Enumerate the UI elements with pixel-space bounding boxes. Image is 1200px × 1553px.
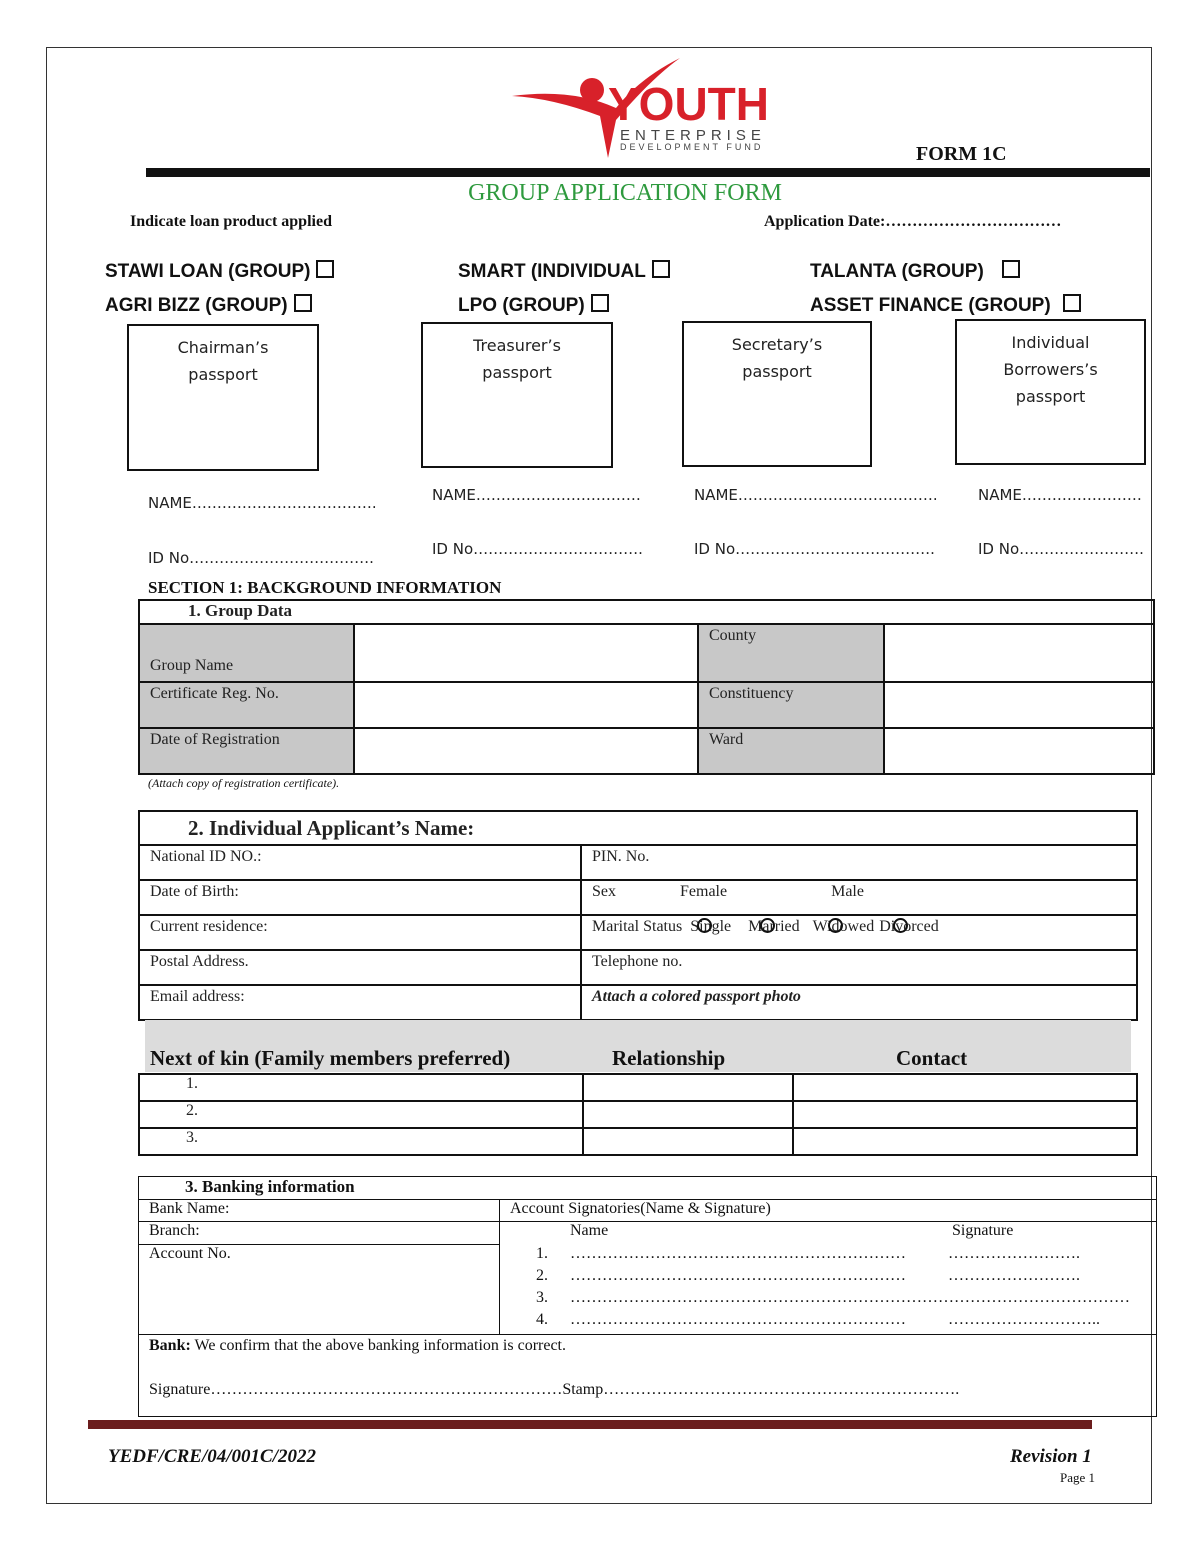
branch-label[interactable]: Branch: [139,1222,499,1245]
relationship-header: Relationship [612,1046,726,1070]
signatory-row-2-num: 2. [536,1267,548,1284]
secretary-id-field[interactable]: ID No…………………………………. [694,540,935,558]
loan-product-prompt: Indicate loan product applied [130,213,332,230]
secretary-passport-label: Secretary’s passport [731,335,823,381]
logo-sub-text-2: DEVELOPMENT FUND [620,142,764,152]
product-asset[interactable] [810,294,1081,317]
checkbox-agri[interactable] [294,294,312,312]
treasurer-passport-box[interactable] [421,322,613,468]
revision-label: Revision 1 [1010,1446,1092,1467]
kin-header: Next of kin (Family members preferred) [150,1046,511,1070]
date-reg-label: Date of Registration [139,728,354,774]
product-stawi[interactable] [105,260,334,283]
constituency-input[interactable] [884,682,1154,728]
signatory-signature-header: Signature [952,1222,1014,1239]
kin-row-3-contact[interactable] [793,1128,1137,1155]
page-number: Page 1 [1060,1470,1096,1485]
marital-divorced-option[interactable] [879,918,939,935]
marital-widowed-label: Widowed [812,918,875,935]
group-name-label: Group Name [139,624,354,682]
marital-married-radio[interactable] [760,918,775,933]
product-lpo-label: LPO (GROUP) [458,295,585,316]
residence-label[interactable]: Current residence: [139,915,581,950]
product-asset-label: ASSET FINANCE (GROUP) [810,295,1051,316]
date-reg-input[interactable] [354,728,698,774]
checkbox-lpo[interactable] [591,294,609,312]
kin-row-1-relationship[interactable] [583,1074,793,1101]
group-data-table [138,599,1155,775]
bank-confirmation-cell [139,1335,1157,1417]
account-no-label[interactable]: Account No. [149,1245,231,1262]
form-code: FORM 1C [916,143,1007,165]
marital-divorced-label: Divorced [879,918,939,935]
product-smart[interactable] [458,260,670,283]
bank-label: Bank: [149,1337,191,1354]
footer-rule [88,1420,1092,1429]
product-smart-label: SMART (INDIVIDUAL [458,261,646,282]
checkbox-talanta[interactable] [1002,260,1020,278]
signature-stamp-line[interactable]: Signature…………………………………………………………Stamp…………………………………………………………. [149,1381,960,1398]
marital-divorced-radio[interactable] [893,918,908,933]
chairman-passport-label: Chairman’s passport [177,338,269,384]
kin-row-3-relationship[interactable] [583,1128,793,1155]
group-data-title: 1. Group Data [139,600,1154,624]
individual-passport-label: Individual Borrowers’s passport [1003,333,1098,406]
passport-photo-note: Attach a colored passport photo [581,985,1137,1020]
marital-married-option[interactable] [748,918,800,935]
checkbox-smart[interactable] [652,260,670,278]
signatory-row-2-name[interactable]: ……………………………………………………… [570,1267,906,1284]
signatory-row-2-signature[interactable]: ……………………. [948,1267,1080,1284]
county-label: County [698,624,884,682]
individual-id-field[interactable]: ID No……………………. [978,540,1144,558]
form-title: GROUP APPLICATION FORM [468,180,782,206]
checkbox-stawi[interactable] [316,260,334,278]
footer-code: YEDF/CRE/04/001C/2022 [108,1446,316,1467]
product-lpo[interactable] [458,294,609,317]
kin-row-2-name[interactable]: 2. [139,1101,583,1128]
chairman-passport-box[interactable] [127,324,319,471]
signatory-row-1-signature[interactable]: ……………………. [948,1245,1080,1262]
kin-row-3-name[interactable]: 3. [139,1128,583,1155]
section2-title: 2. Individual Applicant’s Name: [139,811,1137,845]
kin-row-2-contact[interactable] [793,1101,1137,1128]
group-name-input[interactable] [354,624,698,682]
bank-name-label[interactable]: Bank Name: [139,1200,500,1222]
chairman-name-field[interactable]: NAME………………………………. [148,494,377,512]
yedf-logo [512,58,808,164]
marital-single-label: Single [690,918,732,935]
telephone-label[interactable]: Telephone no. [581,950,1137,985]
kin-row-1-contact[interactable] [793,1074,1137,1101]
kin-row-2-relationship[interactable] [583,1101,793,1128]
signatory-row-3-num: 3. [536,1289,548,1306]
sex-male-option[interactable]: Male [831,883,864,900]
email-label[interactable]: Email address: [139,985,581,1020]
next-of-kin-table [138,1073,1138,1156]
signatories-cell [500,1222,1157,1335]
sex-female-option[interactable]: Female [680,883,728,900]
signatory-row-1-num: 1. [536,1245,548,1262]
marital-status-field [581,915,1137,950]
bank-confirm-text: We confirm that the above banking information is correct. [194,1337,566,1354]
attach-note: (Attach copy of registration certificate). [148,776,340,790]
sex-field [581,880,1137,915]
dob-label[interactable]: Date of Birth: [139,880,581,915]
signatories-label: Account Signatories(Name & Signature) [500,1200,1157,1222]
logo-main-text: YOUTH [608,78,769,130]
cert-reg-input[interactable] [354,682,698,728]
ward-input[interactable] [884,728,1154,774]
secretary-passport-box[interactable] [682,321,872,467]
checkbox-asset[interactable] [1063,294,1081,312]
section3-title: 3. Banking information [139,1177,1157,1200]
individual-name-field[interactable]: NAME…………………… [978,486,1142,504]
treasurer-name-field[interactable]: NAME…………………………… [432,486,641,504]
marital-widowed-option[interactable] [812,918,875,935]
postal-address-label[interactable]: Postal Address. [139,950,581,985]
application-date[interactable]: Application Date:…………………………… [764,213,1062,230]
signatory-row-3-name[interactable]: …………………………………………………………………………………………… [570,1289,1130,1306]
marital-single-option[interactable] [690,918,732,935]
chairman-id-field[interactable]: ID No………………………………. [148,549,374,567]
logo-sub-text: ENTERPRISE [620,127,766,144]
sex-label: Sex [592,883,616,900]
national-id-label[interactable]: National ID NO.: [139,845,581,880]
product-agri-label: AGRI BIZZ (GROUP) [105,295,288,316]
signatory-row-4-num: 4. [536,1311,548,1328]
cert-reg-label: Certificate Reg. No. [139,682,354,728]
treasurer-id-field[interactable]: ID No……………………………. [432,540,643,558]
treasurer-passport-label: Treasurer’s passport [473,336,561,382]
logo-graphic [512,58,808,164]
county-input[interactable] [884,624,1154,682]
product-talanta-label: TALANTA (GROUP) [810,261,984,282]
signatory-row-4-name[interactable]: ……………………………………………………… [570,1311,906,1328]
header-rule [146,168,1150,177]
constituency-label: Constituency [698,682,884,728]
product-stawi-label: STAWI LOAN (GROUP) [105,261,311,282]
product-talanta[interactable] [810,260,1020,283]
banking-table [138,1176,1157,1417]
secretary-name-field[interactable]: NAME…………………………………. [694,486,938,504]
ward-label: Ward [698,728,884,774]
branch-account-cell [139,1222,500,1335]
product-agri[interactable] [105,294,312,317]
individual-applicant-table [138,810,1138,1021]
individual-passport-box[interactable] [955,319,1146,465]
marital-married-label: Married [748,918,800,935]
pin-label[interactable]: PIN. No. [581,845,1137,880]
marital-status-label: Marital Status [592,918,683,935]
section1-heading: SECTION 1: BACKGROUND INFORMATION [148,578,502,597]
logo-head [580,78,604,102]
contact-header: Contact [896,1046,968,1070]
signatory-row-1-name[interactable]: ……………………………………………………… [570,1245,906,1262]
kin-row-1-name[interactable]: 1. [139,1074,583,1101]
signatory-name-header: Name [570,1222,609,1239]
signatory-row-4-signature[interactable]: ……………………….. [948,1311,1100,1328]
